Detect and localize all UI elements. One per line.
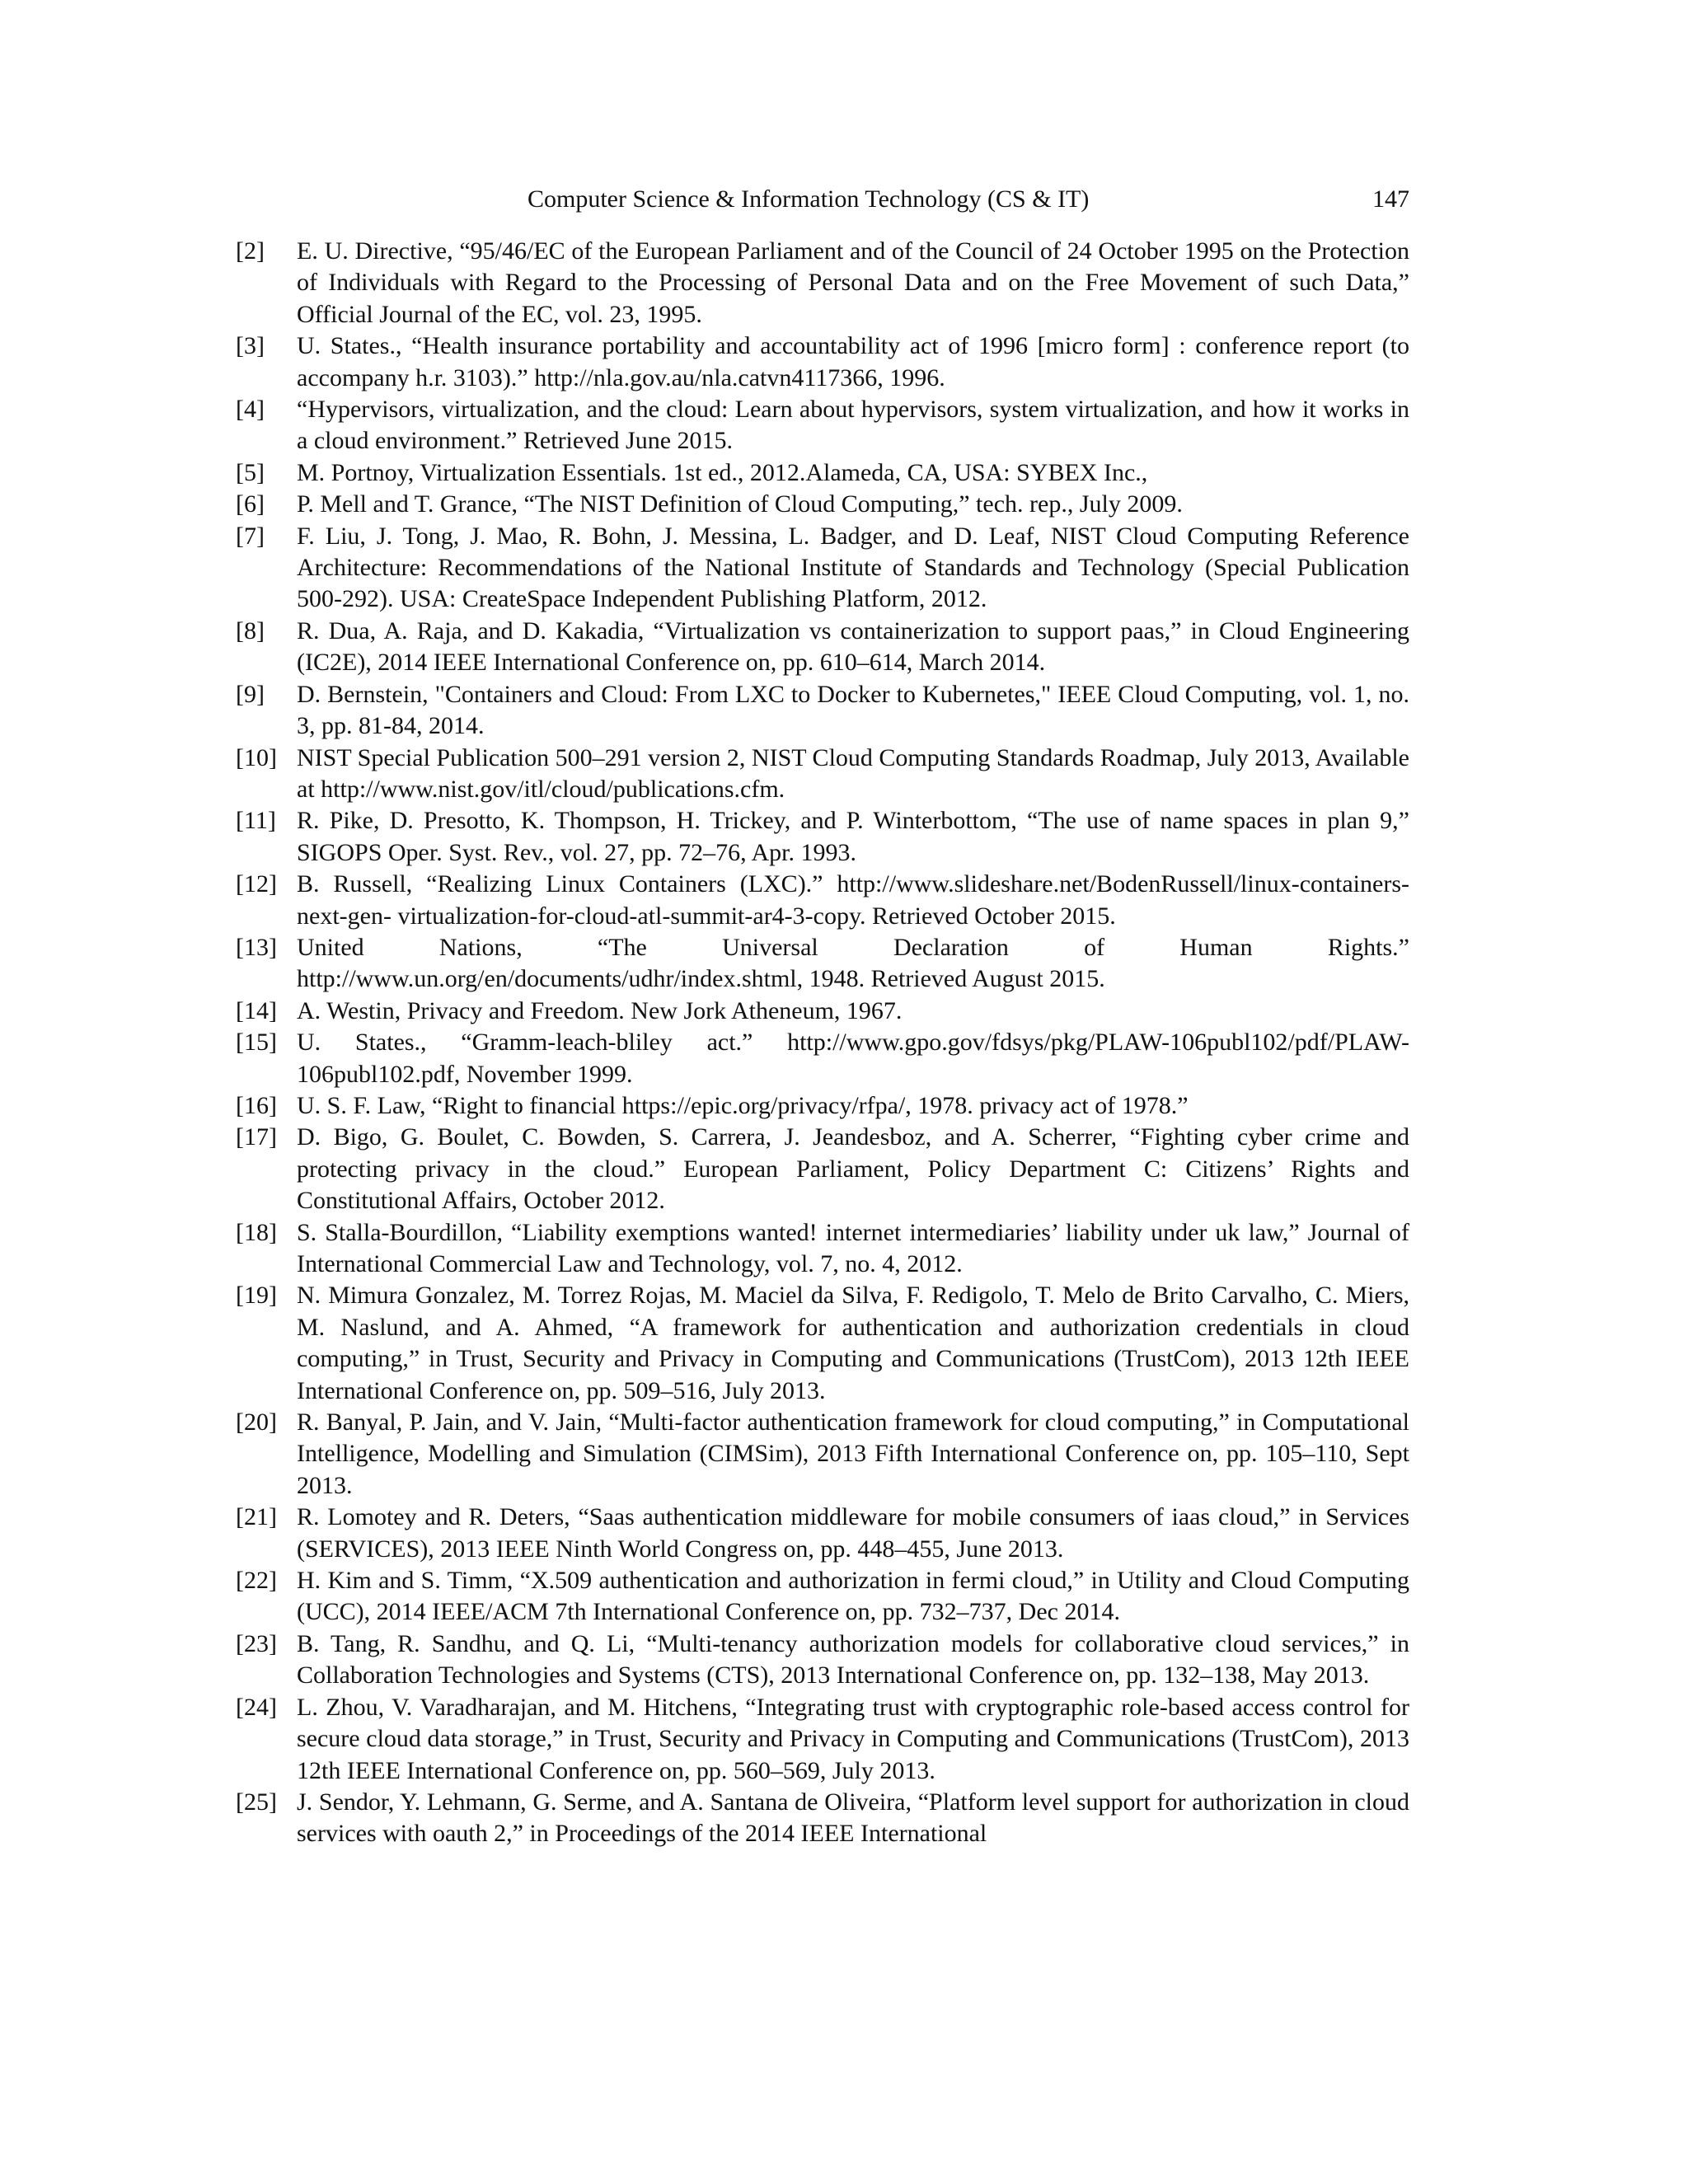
reference-text: E. U. Directive, “95/46/EC of the European Parliament and of the Council of 24 October 1995 on the Protection of Individuals with Regard to the Processing of Personal Data and on the Free Movement of such Data,” Official Journal of the EC, vol. 23, 1995. — [297, 237, 1409, 328]
reference-number: [3] — [236, 332, 265, 360]
reference-text: U. States., “Health insurance portability and accountability act of 1996 [micro form] : conference report (to accompany h.r. 3103).” http://nla.gov.au/nla.catvn4117366, 1996. — [297, 332, 1409, 391]
reference-item — [236, 1090, 1409, 1122]
reference-text: L. Zhou, V. Varadharajan, and M. Hitchens, “Integrating trust with cryptographic role-based access control for secure cloud data storage,” in Trust, Security and Privacy in Computing and Communications (TrustCom), 2013 12th IEEE International Conference on, pp. 560–569, July 2013. — [297, 1693, 1409, 1784]
reference-item — [236, 932, 1409, 996]
reference-item — [236, 616, 1409, 679]
reference-text: N. Mimura Gonzalez, M. Torrez Rojas, M. Maciel da Silva, F. Redigolo, T. Melo de Brito Carvalho, C. Miers, M. Naslund, and A. Ahmed, “A framework for authentication and authorization credentials in cloud computing,” in Trust, Security and Privacy in Computing and Communications (TrustCom), 2013 12th IEEE International Conference on, pp. 509–516, July 2013. — [297, 1282, 1409, 1404]
reference-number: [18] — [236, 1218, 277, 1246]
reference-item — [236, 1122, 1409, 1216]
reference-number: [15] — [236, 1029, 277, 1057]
reference-number: [6] — [236, 490, 265, 518]
reference-item — [236, 1217, 1409, 1281]
reference-item — [236, 394, 1409, 457]
reference-item — [236, 869, 1409, 932]
reference-text: D. Bigo, G. Boulet, C. Bowden, S. Carrera, J. Jeandesboz, and A. Scherrer, “Fighting cyber crime and protecting privacy in the cloud.” European Parliament, Policy Department C: Citizens’ Rights and Constitutional Affairs, October 2012. — [297, 1123, 1409, 1215]
reference-text: S. Stalla-Bourdillon, “Liability exemptions wanted! internet intermediaries’ liability under uk law,” Journal of International Commercial Law and Technology, vol. 7, no. 4, 2012. — [297, 1218, 1409, 1277]
reference-number: [14] — [236, 996, 277, 1024]
reference-text: R. Lomotey and R. Deters, “Saas authentication middleware for mobile consumers of iaas cloud,” in Services (SERVICES), 2013 IEEE Ninth World Congress on, pp. 448–455, June 2013. — [297, 1503, 1409, 1563]
reference-text: B. Tang, R. Sandhu, and Q. Li, “Multi-tenancy authorization models for collaborative cloud services,” in Collaboration Technologies and Systems (CTS), 2013 International Conference on, pp. 132–138, May 2013. — [297, 1629, 1409, 1690]
reference-number: [9] — [236, 680, 265, 708]
reference-item — [236, 521, 1409, 616]
reference-number: [25] — [236, 1788, 277, 1816]
reference-item — [236, 743, 1409, 806]
reference-text: J. Sendor, Y. Lehmann, G. Serme, and A. Santana de Oliveira, “Platform level support for authorization in cloud services with oauth 2,” in Proceedings of the 2014 IEEE International — [297, 1788, 1409, 1848]
reference-number: [21] — [236, 1503, 277, 1531]
reference-text: M. Portnoy, Virtualization Essentials. 1st ed., 2012.Alameda, CA, USA: SYBEX Inc., — [297, 458, 1148, 486]
reference-text: F. Liu, J. Tong, J. Mao, R. Bohn, J. Messina, L. Badger, and D. Leaf, NIST Cloud Computing Reference Architecture: Recommendations of the National Institute of Standards and Technology (Special Publication 500-292). USA: CreateSpace Independent Publishing Platform, 2012. — [297, 522, 1409, 613]
reference-text: U. S. F. Law, “Right to financial https://epic.org/privacy/rfpa/, 1978. privacy act of 1978.” — [297, 1091, 1189, 1119]
reference-number: [7] — [236, 522, 265, 550]
reference-item — [236, 1692, 1409, 1787]
reference-number: [12] — [236, 870, 277, 898]
reference-item — [236, 1565, 1409, 1629]
reference-number: [11] — [236, 807, 276, 835]
reference-item — [236, 1407, 1409, 1502]
reference-text: P. Mell and T. Grance, “The NIST Definition of Cloud Computing,” tech. rep., July 2009. — [297, 490, 1183, 518]
reference-item — [236, 996, 1409, 1027]
reference-number: [4] — [236, 396, 265, 424]
reference-number: [23] — [236, 1629, 277, 1657]
reference-text: NIST Special Publication 500–291 version 2, NIST Cloud Computing Standards Roadmap, July 2013, Available at http://www.nist.gov/itl/cloud/publications.cfm. — [297, 743, 1409, 803]
page-number: 147 — [1372, 185, 1409, 213]
reference-number: [17] — [236, 1123, 277, 1151]
reference-item — [236, 1280, 1409, 1407]
reference-item — [236, 236, 1409, 330]
reference-text: B. Russell, “Realizing Linux Containers (LXC).” http://www.slideshare.net/BodenRussell/linux-containers-next-gen- virtualization-for-cloud-atl-summit-ar4-3-copy. Retrieved October 2015. — [297, 870, 1409, 930]
reference-item — [236, 489, 1409, 520]
reference-text: United Nations, “The Universal Declaration of Human Rights.” http://www.un.org/en/documents/udhr/index.shtml, 1948. Retrieved August 2015. — [297, 933, 1409, 993]
reference-list — [236, 236, 1409, 1850]
reference-text: R. Pike, D. Presotto, K. Thompson, H. Trickey, and P. Winterbottom, “The use of name spaces in plan 9,” SIGOPS Oper. Syst. Rev., vol. 27, pp. 72–76, Apr. 1993. — [297, 807, 1409, 866]
reference-number: [24] — [236, 1693, 277, 1721]
reference-number: [13] — [236, 933, 277, 961]
reference-text: “Hypervisors, virtualization, and the cloud: Learn about hypervisors, system virtualization, and how it works in a cloud environment.” Retrieved June 2015. — [297, 396, 1409, 455]
reference-text: D. Bernstein, "Containers and Cloud: From LXC to Docker to Kubernetes," IEEE Cloud Computing, vol. 1, no. 3, pp. 81-84, 2014. — [297, 680, 1409, 740]
reference-item — [236, 805, 1409, 869]
reference-text: H. Kim and S. Timm, “X.509 authentication and authorization in fermi cloud,” in Utility and Cloud Computing (UCC), 2014 IEEE/ACM 7th International Conference on, pp. 732–737, Dec 2014. — [297, 1567, 1409, 1626]
reference-number: [10] — [236, 743, 277, 771]
reference-item — [236, 330, 1409, 394]
reference-item — [236, 1027, 1409, 1090]
reference-item — [236, 1787, 1409, 1850]
reference-number: [8] — [236, 616, 265, 644]
reference-item — [236, 679, 1409, 743]
reference-number: [16] — [236, 1091, 277, 1119]
reference-item — [236, 1502, 1409, 1565]
reference-text: A. Westin, Privacy and Freedom. New Jork Atheneum, 1967. — [297, 996, 903, 1024]
reference-text: R. Banyal, P. Jain, and V. Jain, “Multi-factor authentication framework for cloud computing,” in Computational Intelligence, Modelling and Simulation (CIMSim), 2013 Fifth International Conference on, pp. 105–110, Sept 2013. — [297, 1408, 1409, 1499]
reference-text: R. Dua, A. Raja, and D. Kakadia, “Virtualization vs containerization to support paas,” in Cloud Engineering (IC2E), 2014 IEEE International Conference on, pp. 610–614, March 2014. — [297, 616, 1409, 677]
reference-number: [22] — [236, 1567, 277, 1595]
reference-number: [20] — [236, 1408, 277, 1436]
reference-number: [5] — [236, 458, 265, 486]
running-header — [297, 183, 1409, 216]
reference-item — [236, 1629, 1409, 1692]
journal-title: Computer Science & Information Technology (CS & IT) — [528, 185, 1090, 213]
reference-number: [2] — [236, 237, 265, 265]
reference-text: U. States., “Gramm-leach-bliley act.” http://www.gpo.gov/fdsys/pkg/PLAW-106publ102/pdf/PLAW-106publ102.pdf, November 1999. — [297, 1029, 1409, 1088]
reference-number: [19] — [236, 1282, 277, 1310]
reference-item — [236, 457, 1409, 489]
